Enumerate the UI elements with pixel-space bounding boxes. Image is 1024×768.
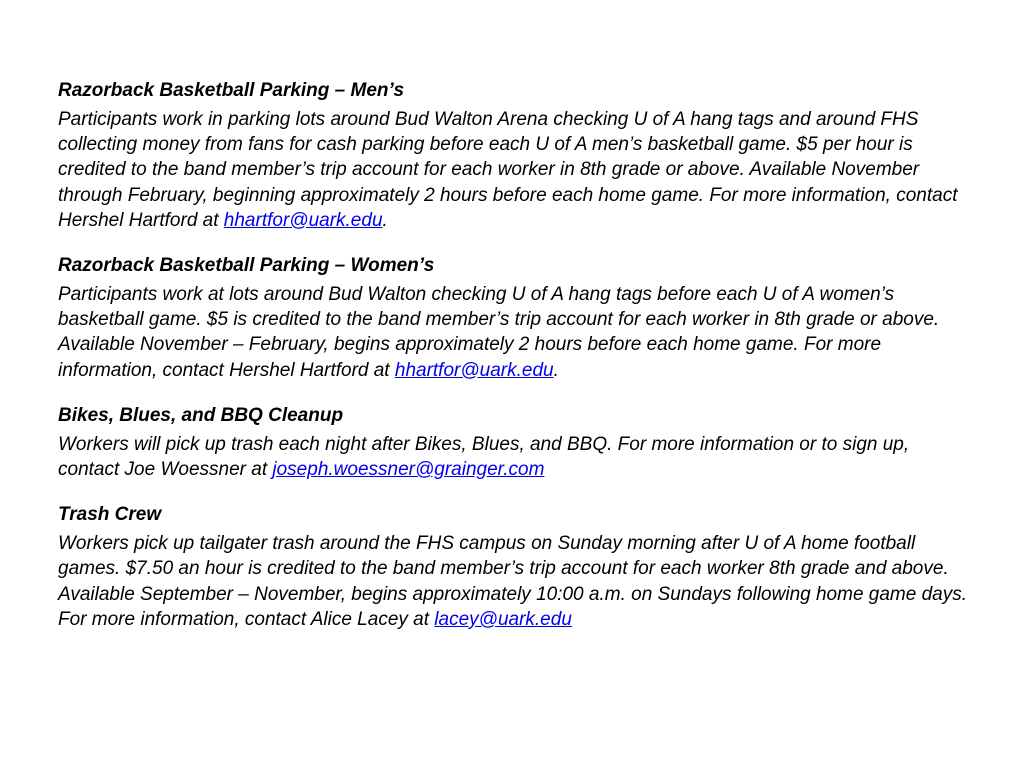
contact-email-link[interactable]: joseph.woessner@grainger.com bbox=[272, 459, 545, 481]
section-bikes-blues-bbq-cleanup bbox=[58, 403, 968, 482]
section-description bbox=[58, 282, 968, 383]
description-text: Participants work in parking lots around Bud Walton Arena checking U of A hang tags and around FHS collecting money from fans for cash parking before each U of A men’s basketball game. $5 per hour is credited to the band member’s trip account for each worker in 8th grade or above. Available November through February, beginning approximately 2 hours before each home game. For more information, contact Hershel Hartford at bbox=[58, 109, 958, 231]
section-trash-crew bbox=[58, 502, 968, 632]
document-page bbox=[58, 78, 968, 652]
description-text: Workers will pick up trash each night after Bikes, Blues, and BBQ. For more information or to sign up, contact Joe Woessner at bbox=[58, 433, 910, 481]
description-text: Participants work at lots around Bud Walton checking U of A hang tags before each U of A women’s basketball game. $5 is credited to the band member’s trip account for each worker in 8th grade or above. Available November – February, begins approximately 2 hours before each home game. For more information, contact Hershel Hartford at bbox=[58, 284, 940, 381]
section-heading: Razorback Basketball Parking – Men’s bbox=[58, 80, 405, 101]
section-womens-basketball-parking bbox=[58, 253, 968, 383]
contact-email-link[interactable]: hhartfor@uark.edu bbox=[394, 359, 554, 381]
description-text: Workers pick up tailgater trash around the FHS campus on Sunday morning after U of A home football games. $7.50 an hour is credited to the band member’s trip account for each worker 8th grade and above. Available September – November, begins approximately 10:00 a.m. on Sundays following home game days. For more information, contact Alice Lacey at bbox=[58, 533, 968, 630]
section-description bbox=[58, 432, 968, 482]
contact-email-link[interactable]: hhartfor@uark.edu bbox=[223, 209, 383, 231]
section-mens-basketball-parking bbox=[58, 78, 968, 233]
section-heading: Bikes, Blues, and BBQ Cleanup bbox=[58, 404, 344, 426]
section-description bbox=[58, 531, 968, 632]
trailing-punctuation: . bbox=[553, 359, 559, 381]
section-heading: Razorback Basketball Parking – Women’s bbox=[58, 255, 435, 277]
contact-email-link[interactable]: lacey@uark.edu bbox=[434, 608, 572, 630]
trailing-punctuation: . bbox=[382, 209, 388, 231]
section-heading: Trash Crew bbox=[58, 504, 162, 526]
section-description bbox=[58, 107, 968, 233]
